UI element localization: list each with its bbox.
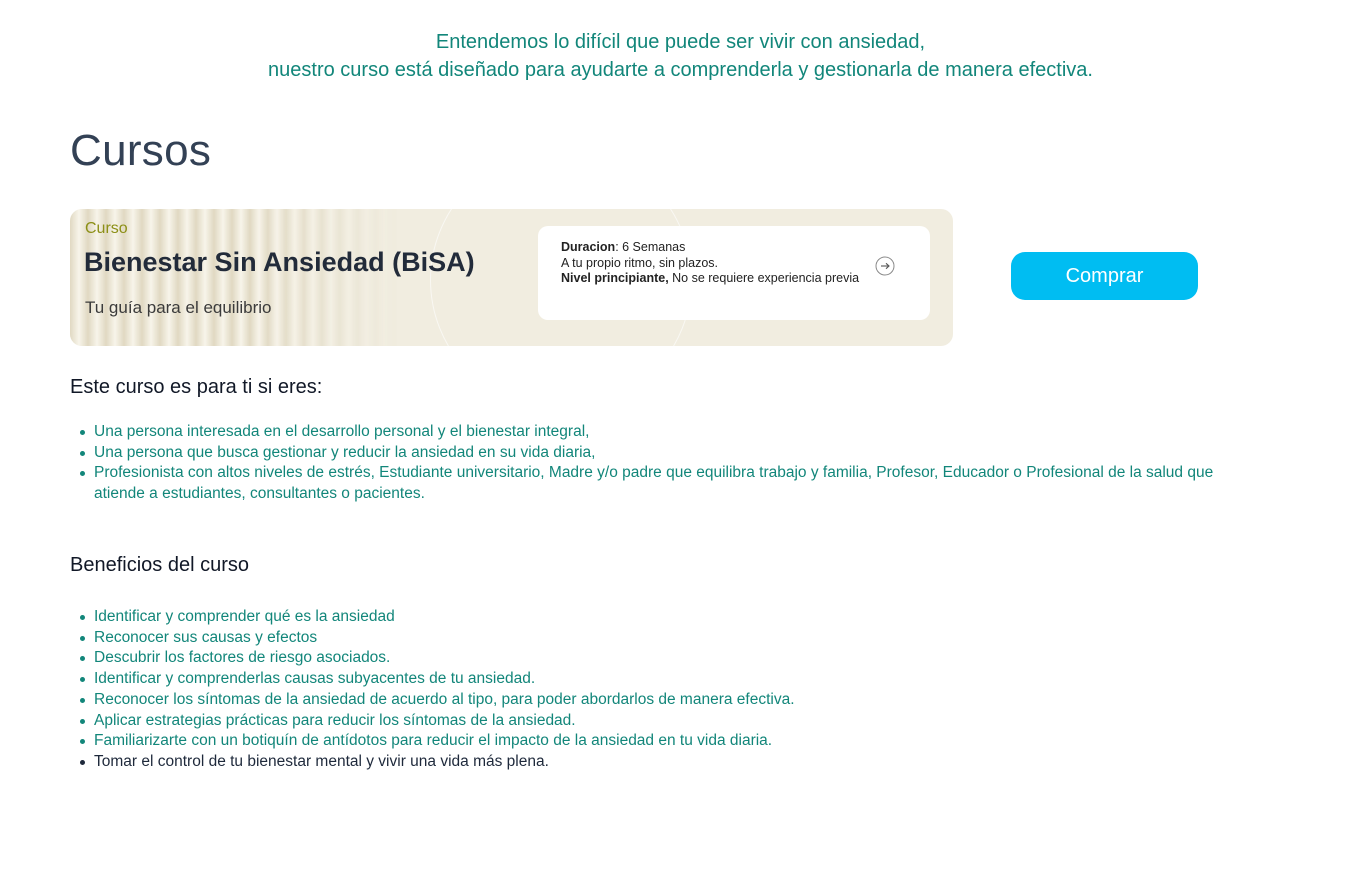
course-subtitle: Tu guía para el equilibrio: [85, 298, 272, 317]
list-item: Una persona interesada en el desarrollo personal y el bienestar integral,: [70, 422, 1260, 443]
list-item: Aplicar estrategias prácticas para reducir los síntomas de la ansiedad.: [70, 711, 1260, 732]
arrow-right-circle-icon[interactable]: [875, 256, 895, 276]
course-card: [70, 209, 953, 346]
level-line: [561, 271, 859, 287]
course-type-label: Curso: [85, 220, 128, 237]
intro-message: [0, 28, 1361, 84]
course-info-box: [538, 226, 930, 320]
list-item: Familiarizarte con un botiquín de antídotos para reducir el impacto de la ansiedad en tu vida diaria.: [70, 731, 1260, 752]
level-value: No se requiere experiencia previa: [668, 271, 860, 285]
list-item: Una persona que busca gestionar y reducir la ansiedad en su vida diaria,: [70, 443, 1260, 464]
list-item: Identificar y comprenderlas causas subyacentes de tu ansiedad.: [70, 669, 1260, 690]
benefits-list: [70, 607, 1260, 773]
course-info-lines: [561, 240, 859, 287]
course-title: Bienestar Sin Ansiedad (BiSA): [84, 247, 475, 277]
audience-list: [70, 422, 1260, 505]
intro-line-1: Entendemos lo difícil que puede ser vivir con ansiedad,: [435, 31, 926, 53]
list-item: Profesionista con altos niveles de estrés, Estudiante universitario, Madre y/o padre que equilibra trabajo y familia, Profesor, Educador o Profesional de la salud que atiende a estudiantes, consultantes o pacientes.: [70, 463, 1260, 504]
audience-heading: Este curso es para ti si eres:: [70, 376, 323, 398]
list-item: Reconocer los síntomas de la ansiedad de acuerdo al tipo, para poder abordarlos de manera efectiva.: [70, 690, 1260, 711]
benefits-heading: Beneficios del curso: [70, 554, 249, 576]
level-label: Nivel principiante,: [561, 271, 669, 285]
list-item: Descubrir los factores de riesgo asociados.: [70, 648, 1260, 669]
list-item: Tomar el control de tu bienestar mental y vivir una vida más plena.: [70, 752, 1260, 773]
page-title: Cursos: [70, 126, 212, 175]
list-item: Reconocer sus causas y efectos: [70, 628, 1260, 649]
list-item: Identificar y comprender qué es la ansiedad: [70, 607, 1260, 628]
pace-line: A tu propio ritmo, sin plazos.: [561, 255, 719, 270]
duration-label: Duracion: [561, 240, 616, 254]
duration-line: [561, 240, 859, 256]
buy-button[interactable]: Comprar: [1011, 252, 1198, 300]
duration-value: : 6 Semanas: [615, 240, 686, 254]
intro-line-2: nuestro curso está diseñado para ayudarte a comprenderla y gestionarla de manera efectiva.: [268, 59, 1093, 81]
